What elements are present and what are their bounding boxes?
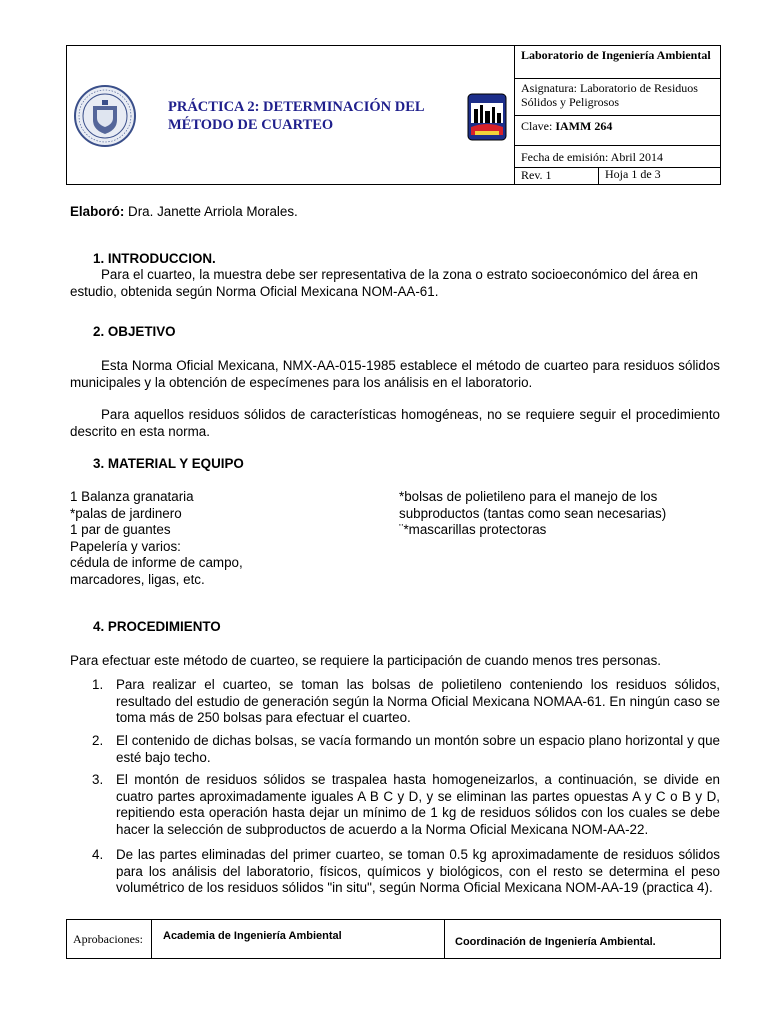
objetivo-paragraph-1: Esta Norma Oficial Mexicana, NMX-AA-015-1985 establece el método de cuarteo para residuos sólidos municipales y la obtención de especímenes para los análisis en el laboratorio. [70, 358, 720, 390]
document-header [66, 45, 721, 185]
clave-value: IAMM 264 [555, 119, 613, 133]
intro-text: Para el cuarteo, la muestra debe ser representativa de la zona o estrato socioeconómico del área en estudio, obtenida según Norma Oficial Mexicana NOM-AA-61. [70, 267, 698, 299]
clave [515, 116, 720, 146]
step-number: 2. [92, 733, 104, 748]
material-list-left [70, 489, 243, 588]
fecha-emision: Fecha de emisión: Abril 2014 [515, 146, 720, 168]
elaboro-value: Dra. Janette Arriola Morales. [128, 204, 298, 219]
material-item: *bolsas de polietileno para el manejo de los [399, 489, 658, 504]
material-heading: 3. MATERIAL Y EQUIPO [93, 456, 244, 471]
coordinacion-cell: Coordinación de Ingeniería Ambiental. [455, 936, 656, 948]
material-item: *palas de jardinero [70, 505, 182, 521]
step-text: El contenido de dichas bolsas, se vacía formando un montón sobre un espacio plano horizontal y que esté bajo techo. [116, 733, 720, 765]
aprobaciones-label: Aprobaciones: [67, 920, 152, 958]
material-item: cédula de informe de campo, [70, 555, 243, 570]
faculty-emblem-icon [467, 93, 507, 141]
step-number: 3. [92, 772, 104, 787]
document-title [168, 98, 425, 134]
approvals-footer [66, 919, 721, 959]
header-info-cells [515, 46, 720, 184]
material-item: Papelería y varios: [70, 538, 181, 554]
step-number: 1. [92, 677, 104, 692]
elaboro-line [70, 204, 720, 221]
material-list-right [399, 489, 666, 539]
material-item: marcadores, ligas, etc. [70, 571, 205, 587]
page-count: Hoja 1 de 3 [598, 167, 661, 184]
revision-row [515, 168, 720, 184]
material-item: subproductos (tantas como sean necesarias) [399, 505, 667, 521]
step-text: El montón de residuos sólidos se traspalea hasta homogeneizarlos, a continuación, se divide en cuatro partes aproximadamente iguales A B C y D, y se eliminan las partes opuestas A y C o B y D, repitiendo esta operación hasta dejar un mínimo de 1 kg de residuos sólidos con los cuales se debe hacer la selección de subproductos de acuerdo a la Norma Oficial Mexicana NOM-AA-22. [116, 772, 720, 837]
title-line-2: MÉTODO DE CUARTEO [168, 117, 334, 133]
academia-cell: Academia de Ingeniería Ambiental [152, 920, 445, 958]
intro-heading: 1. INTRODUCCION. [93, 251, 216, 266]
header-title-cell [67, 46, 515, 184]
material-item: 1 Balanza granataria [70, 489, 194, 504]
university-seal-icon [73, 84, 137, 148]
procedimiento-heading: 4. PROCEDIMIENTO [93, 619, 221, 634]
revision: Rev. 1 [521, 168, 552, 182]
title-line-1: PRÁCTICA 2: DETERMINACIÓN DEL [168, 99, 425, 115]
lab-name: Laboratorio de Ingeniería Ambiental [515, 46, 720, 79]
step-text: Para realizar el cuarteo, se toman las bolsas de polietileno conteniendo los residuos sólidos, resultado del estudio de generación según la Norma Oficial Mexicana NOMAA-61. En ningún caso se toma más de 250 bolsas para efectuar el cuarteo. [116, 677, 720, 725]
clave-label: Clave: [521, 119, 553, 133]
objetivo-heading: 2. OBJETIVO [93, 324, 176, 339]
step-text: De las partes eliminadas del primer cuarteo, se toman 0.5 kg aproximadamente de residuos sólidos para los análisis del laboratorio, físicos, químicos y biológicos, con el resto se determina el peso volumétrico de los residuos sólidos "in situ", según Norma Oficial Mexicana NOM-AA-19 (practica 4). [116, 847, 720, 895]
step-number: 4. [92, 847, 104, 862]
procedimiento-intro: Para efectuar este método de cuarteo, se requiere la participación de cuando menos tres personas. [70, 653, 662, 668]
material-item: ¨*mascarillas protectoras [399, 522, 547, 537]
asignatura: Asignatura: Laboratorio de Residuos Sólidos y Peligrosos [515, 79, 720, 116]
objetivo-paragraph-2: Para aquellos residuos sólidos de características homogéneas, no se requiere seguir el procedimiento descrito en esta norma. [70, 407, 720, 439]
elaboro-label: Elaboró: [70, 204, 125, 219]
material-item: 1 par de guantes [70, 522, 171, 537]
